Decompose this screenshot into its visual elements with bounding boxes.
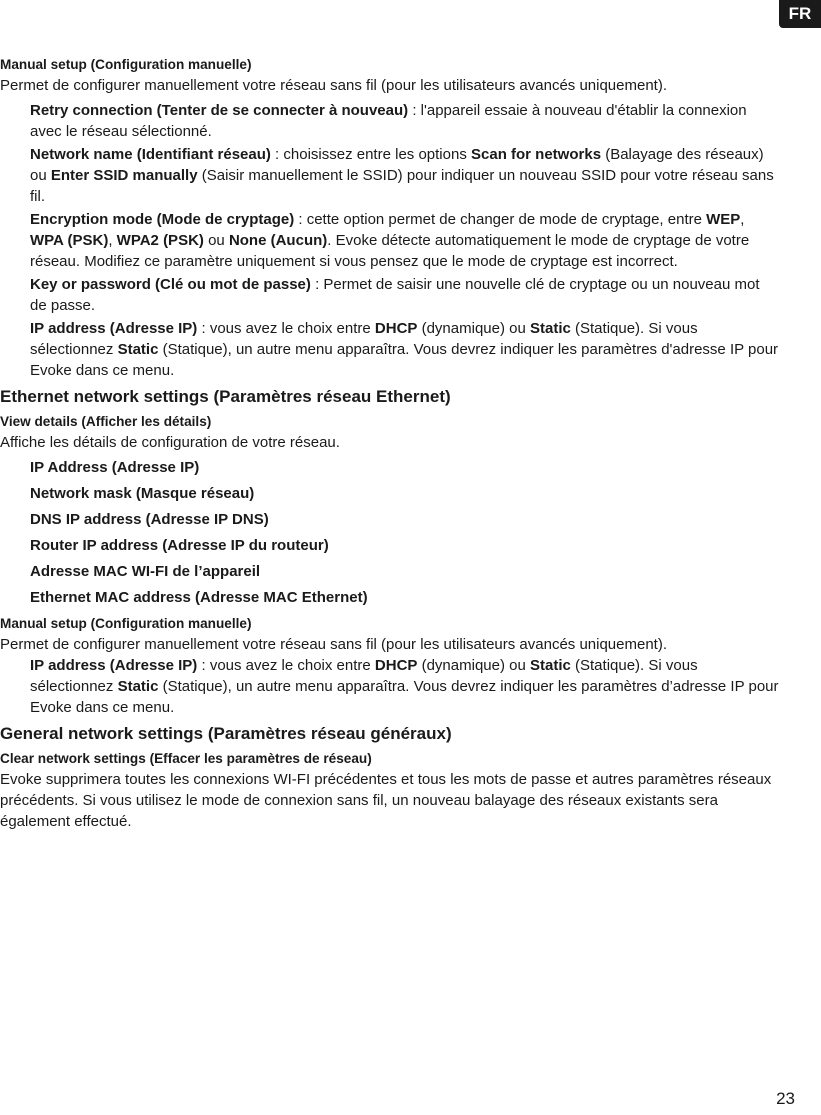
scan-for-networks-option: Scan for networks xyxy=(471,146,602,163)
wpa2-option: WPA2 (PSK) xyxy=(116,232,204,249)
network-name-text-1: : choisissez entre les options xyxy=(270,146,471,163)
key-password-text: : Permet de saisir une nouvelle clé de cryptage ou un nouveau mot de passe. xyxy=(30,276,760,314)
ip-address-label: IP address (Adresse IP) xyxy=(30,320,198,337)
retry-connection-label: Retry connection (Tenter de se connecter à nouveau) xyxy=(30,102,409,119)
encryption-mode-label: Encryption mode (Mode de cryptage) xyxy=(30,211,295,228)
ethernet-static-option: Static xyxy=(529,657,571,674)
detail-ip-address: IP Address (Adresse IP) xyxy=(30,459,200,476)
ethernet-ip-address-item xyxy=(0,655,780,718)
language-tab: FR xyxy=(779,0,821,28)
ip-text-3: (Statique). Si vous sélectionnez xyxy=(30,320,698,358)
retry-connection-text: : l'appareil essaie à nouveau d'établir la connexion avec le réseau sélectionné. xyxy=(30,102,747,140)
ethernet-ip-text-4: (Statique), un autre menu apparaîtra. Vous devrez indiquer les paramètres d’adresse IP pour Evoke dans ce menu. xyxy=(30,678,779,716)
network-name-item xyxy=(0,144,780,207)
ip-address-item xyxy=(0,318,780,381)
ip-text-4: (Statique), un autre menu apparaîtra. Vous devrez indiquer les paramètres d'adresse IP pour Evoke dans ce menu. xyxy=(30,341,779,379)
ethernet-settings-heading: Ethernet network settings (Paramètres réseau Ethernet) xyxy=(0,387,451,406)
ethernet-manual-setup-title: Manual setup (Configuration manuelle) xyxy=(0,616,252,631)
clear-settings-title: Clear network settings (Effacer les paramètres de réseau) xyxy=(0,751,372,766)
key-password-label: Key or password (Clé ou mot de passe) xyxy=(30,276,311,293)
none-option: None (Aucun) xyxy=(228,232,328,249)
ethernet-manual-setup-desc: Permet de configurer manuellement votre réseau sans fil (pour les utilisateurs avancés uniquement). xyxy=(0,636,668,653)
dhcp-option: DHCP xyxy=(374,320,418,337)
encryption-ou: ou xyxy=(203,232,229,249)
view-details-desc: Affiche les détails de configuration de votre réseau. xyxy=(0,434,340,451)
ethernet-ip-text-2: (dynamique) ou xyxy=(417,657,530,674)
network-name-text-2: (Balayage des réseaux) ou xyxy=(30,146,764,184)
detail-network-mask: Network mask (Masque réseau) xyxy=(30,485,255,502)
ethernet-static-option-2: Static xyxy=(117,678,159,695)
clear-settings-desc: Evoke supprimera toutes les connexions WI-FI précédentes et tous les mots de passe et autres paramètres réseaux précédents. Si vous utilisez le mode de connexion sans fil, un nouveau balayage des réseaux existants sera également effectué. xyxy=(0,771,772,830)
static-option: Static xyxy=(529,320,571,337)
retry-connection-item xyxy=(0,100,780,142)
view-details-title: View details (Afficher les détails) xyxy=(0,414,212,429)
encryption-mode-item xyxy=(0,209,780,272)
ip-text-1: : vous avez le choix entre xyxy=(197,320,375,337)
encryption-text-1: : cette option permet de changer de mode de cryptage, entre xyxy=(294,211,707,228)
detail-ethernet-mac: Ethernet MAC address (Adresse MAC Ethernet) xyxy=(30,589,368,606)
static-option-2: Static xyxy=(117,341,159,358)
encryption-sep-1: , xyxy=(740,211,745,228)
encryption-text-2: . Evoke détecte automatiquement le mode de cryptage de votre réseau. Modifiez ce paramètre uniquement si vous pensez que le mode de cryptage est incorrect. xyxy=(30,232,750,270)
ip-text-2: (dynamique) ou xyxy=(417,320,530,337)
detail-wifi-mac: Adresse MAC WI-FI de l’appareil xyxy=(30,563,261,580)
ethernet-dhcp-option: DHCP xyxy=(374,657,418,674)
network-name-text-3: (Saisir manuellement le SSID) pour indiquer un nouveau SSID pour votre réseau sans fil. xyxy=(30,167,774,205)
manual-setup-title: Manual setup (Configuration manuelle) xyxy=(0,57,252,72)
ethernet-ip-text-3: (Statique). Si vous sélectionnez xyxy=(30,657,698,695)
wpa-option: WPA (PSK) xyxy=(30,232,109,249)
manual-setup-desc: Permet de configurer manuellement votre réseau sans fil (pour les utilisateurs avancés uniquement). xyxy=(0,77,668,94)
wep-option: WEP xyxy=(706,211,741,228)
network-name-label: Network name (Identifiant réseau) xyxy=(30,146,271,163)
general-settings-heading: General network settings (Paramètres réseau généraux) xyxy=(0,724,452,743)
encryption-sep-2: , xyxy=(108,232,117,249)
ethernet-ip-text-1: : vous avez le choix entre xyxy=(197,657,375,674)
enter-ssid-manually-option: Enter SSID manually xyxy=(50,167,198,184)
page-number: 23 xyxy=(776,1089,795,1108)
detail-dns-ip: DNS IP address (Adresse IP DNS) xyxy=(30,511,269,528)
detail-router-ip: Router IP address (Adresse IP du routeur) xyxy=(30,537,329,554)
page-content xyxy=(0,54,780,832)
key-password-item xyxy=(0,274,780,316)
ethernet-ip-address-label: IP address (Adresse IP) xyxy=(30,657,198,674)
